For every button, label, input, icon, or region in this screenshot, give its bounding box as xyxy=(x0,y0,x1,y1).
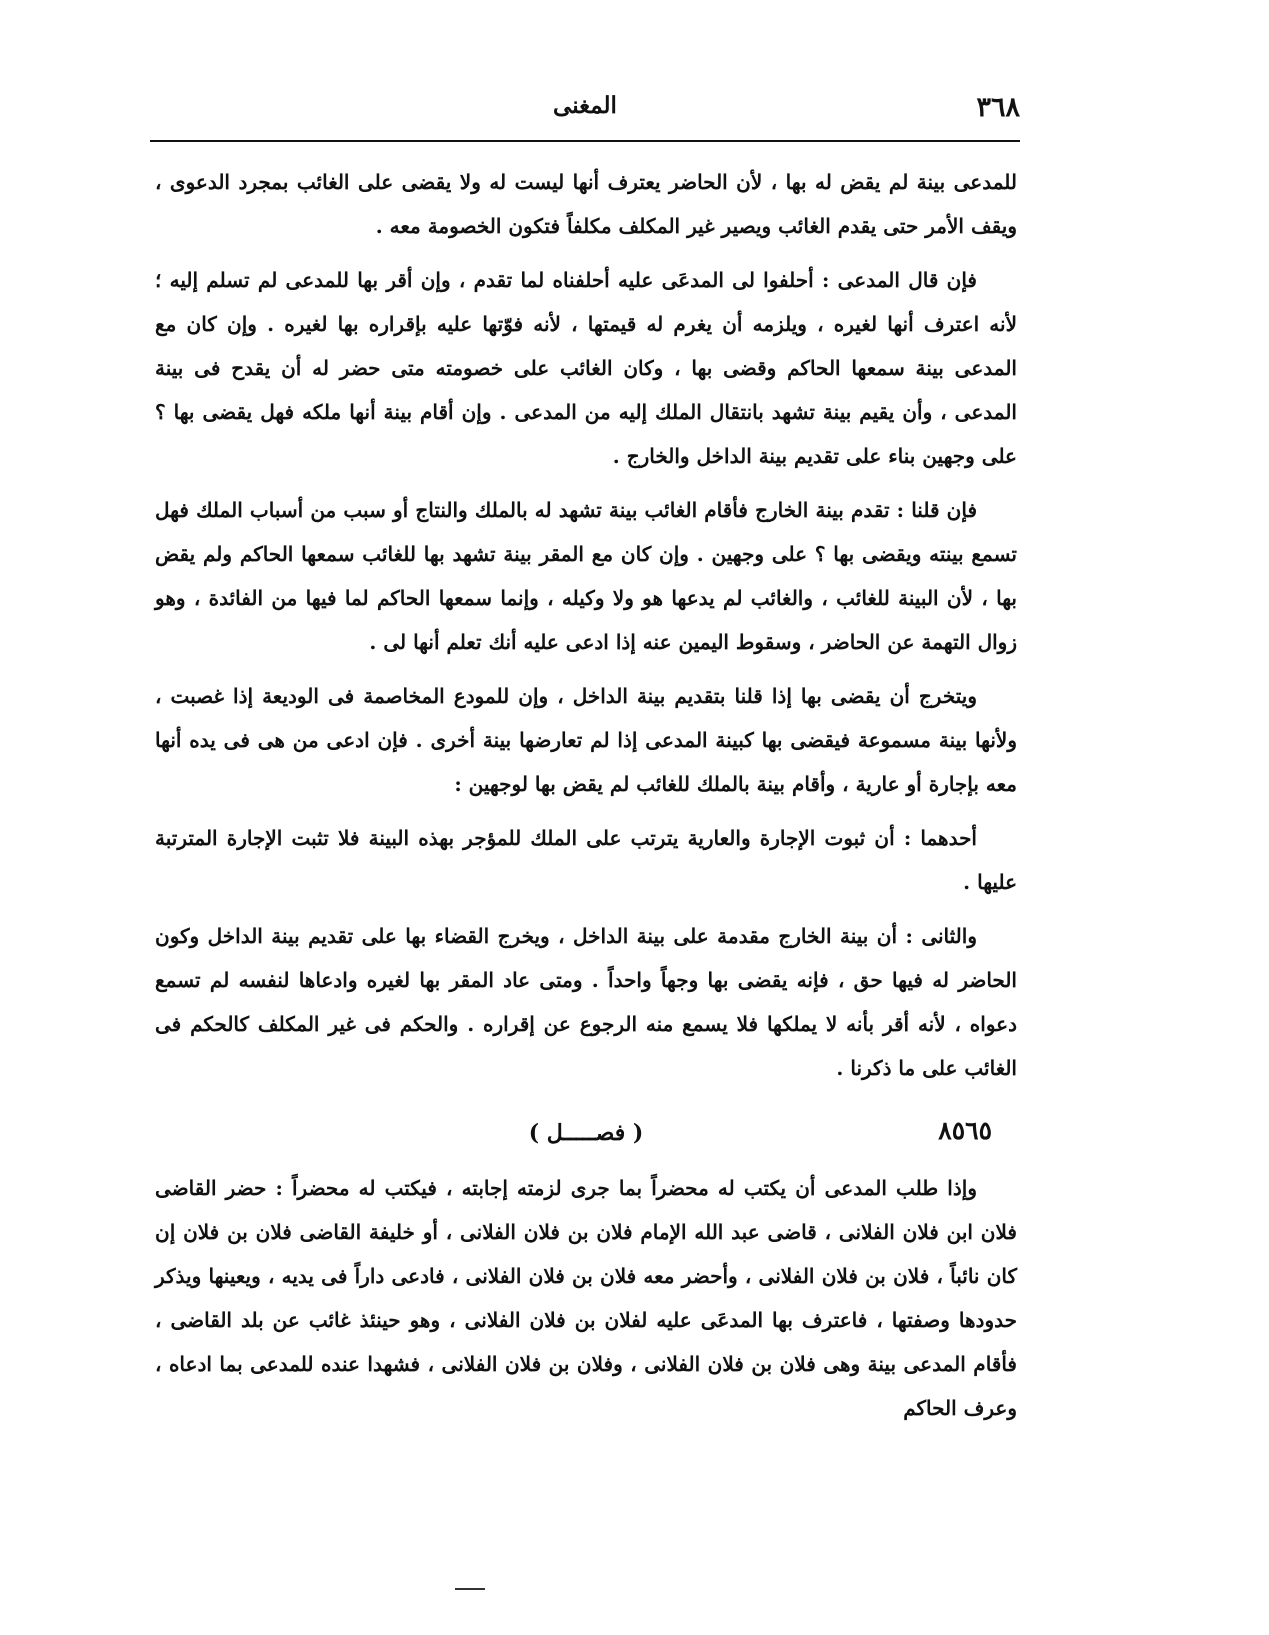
header-rule xyxy=(150,140,1020,142)
page-header xyxy=(150,92,1020,136)
paragraph: والثانى : أن بينة الخارج مقدمة على بينة الداخل ، ويخرج القضاء بها على تقديم بينة الداخل وكون الحاضر له فيها حق ، فإنه يقضى بها وجهاً واحداً . ومتى عاد المقر بها لغيره وادعاها لنفسه لم تسمع دعواه ، لأنه أقر بأنه لا يملكها فلا يسمع منه الرجوع عن إقراره . والحكم فى غير المكلف كالحكم فى الغائب على ما ذكرنا . xyxy=(155,924,1018,1080)
paragraph: للمدعى بينة لم يقض له بها ، لأن الحاضر يعترف أنها ليست له ولا يقضى على الغائب بمجرد الدعوى ، ويقف الأمر حتى يقدم الغائب ويصير غير المكلف مكلفاً فتكون الخصومة معه . xyxy=(155,170,1017,238)
running-title: المغنى xyxy=(553,92,617,119)
page-number: ٣٦٨ xyxy=(976,92,1020,123)
paragraph: أحدهما : أن ثبوت الإجارة والعارية يترتب على الملك للمؤجر بهذه البينة فلا تثبت الإجارة المترتبة عليها . xyxy=(155,826,1017,894)
paragraph: فإن قلنا : تقدم بينة الخارج فأقام الغائب بينة تشهد له بالملك والنتاج أو سبب من أسباب الملك فهل تسمع بينته ويقضى بها ؟ على وجهين . وإن كان مع المقر بينة تشهد بها للغائب سمعها الحاكم ولم يقض بها ، لأن البينة للغائب ، والغائب لم يدعها هو ولا وكيله ، وإنما سمعها الحاكم لما فيها من الفائدة ، وهو زوال التهمة عن الحاضر ، وسقوط اليمين عنه إذا ادعى عليه أنك تعلم أنها لى . xyxy=(155,498,1017,654)
section-heading xyxy=(155,1116,1017,1164)
paragraph: فإن قال المدعى : أحلفوا لى المدعَى عليه أحلفناه لما تقدم ، وإن أقر بها للمدعى لم تسلم إليه ؛ لأنه اعترف أنها لغيره ، ويلزمه أن يغرم له قيمتها ، لأنه فوّتها عليه بإقراره بها لغيره . وإن كان مع المدعى بينة سمعها الحاكم وقضى بها ، وكان الغائب على خصومته متى حضر له أن يقدح فى بينة المدعى ، وأن يقيم بينة تشهد بانتقال الملك إليه من المدعى . وإن أقام بينة أنها ملكه فهل يقضى بها ؟ على وجهين بناء على تقديم بينة الداخل والخارج . xyxy=(155,268,1017,468)
paragraph: وإذا طلب المدعى أن يكتب له محضراً بما جرى لزمته إجابته ، فيكتب له محضراً : حضر القاضى فلان ابن فلان الفلانى ، قاضى عبد الله الإمام فلان بن فلان الفلانى ، أو خليفة القاضى فلان بن فلان إن كان نائباً ، فلان بن فلان الفلانى ، وأحضر معه فلان بن فلان الفلانى ، فادعى داراً فى يديه ، ويعينها ويذكر حدودها وصفتها ، فاعترف بها المدعَى عليه لفلان بن فلان الفلانى ، وهو حينئذ غائب عن بلد القاضى ، فأقام المدعى بينة وهى فلان بن فلان الفلانى ، وفلان بن فلان الفلانى ، فشهدا عنده للمدعى بما ادعاه ، وعرف الحاكم xyxy=(155,1176,1017,1420)
section-title: ( فصـــــل ) xyxy=(528,1120,644,1146)
text-body xyxy=(155,160,1017,1440)
footer-dash xyxy=(455,1588,485,1590)
paragraph: ويتخرج أن يقضى بها إذا قلنا بتقديم بينة الداخل ، وإن للمودع المخاصمة فى الوديعة إذا غصبت ، ولأنها بينة مسموعة فيقضى بها كبينة المدعى إذا لم تعارضها بينة أخرى . فإن ادعى من هى فى يده أنها معه بإجارة أو عارية ، وأقام بينة بالملك للغائب لم يقض بها لوجهين : xyxy=(155,684,1017,796)
section-number: ٨٥٦٥ xyxy=(938,1116,992,1145)
